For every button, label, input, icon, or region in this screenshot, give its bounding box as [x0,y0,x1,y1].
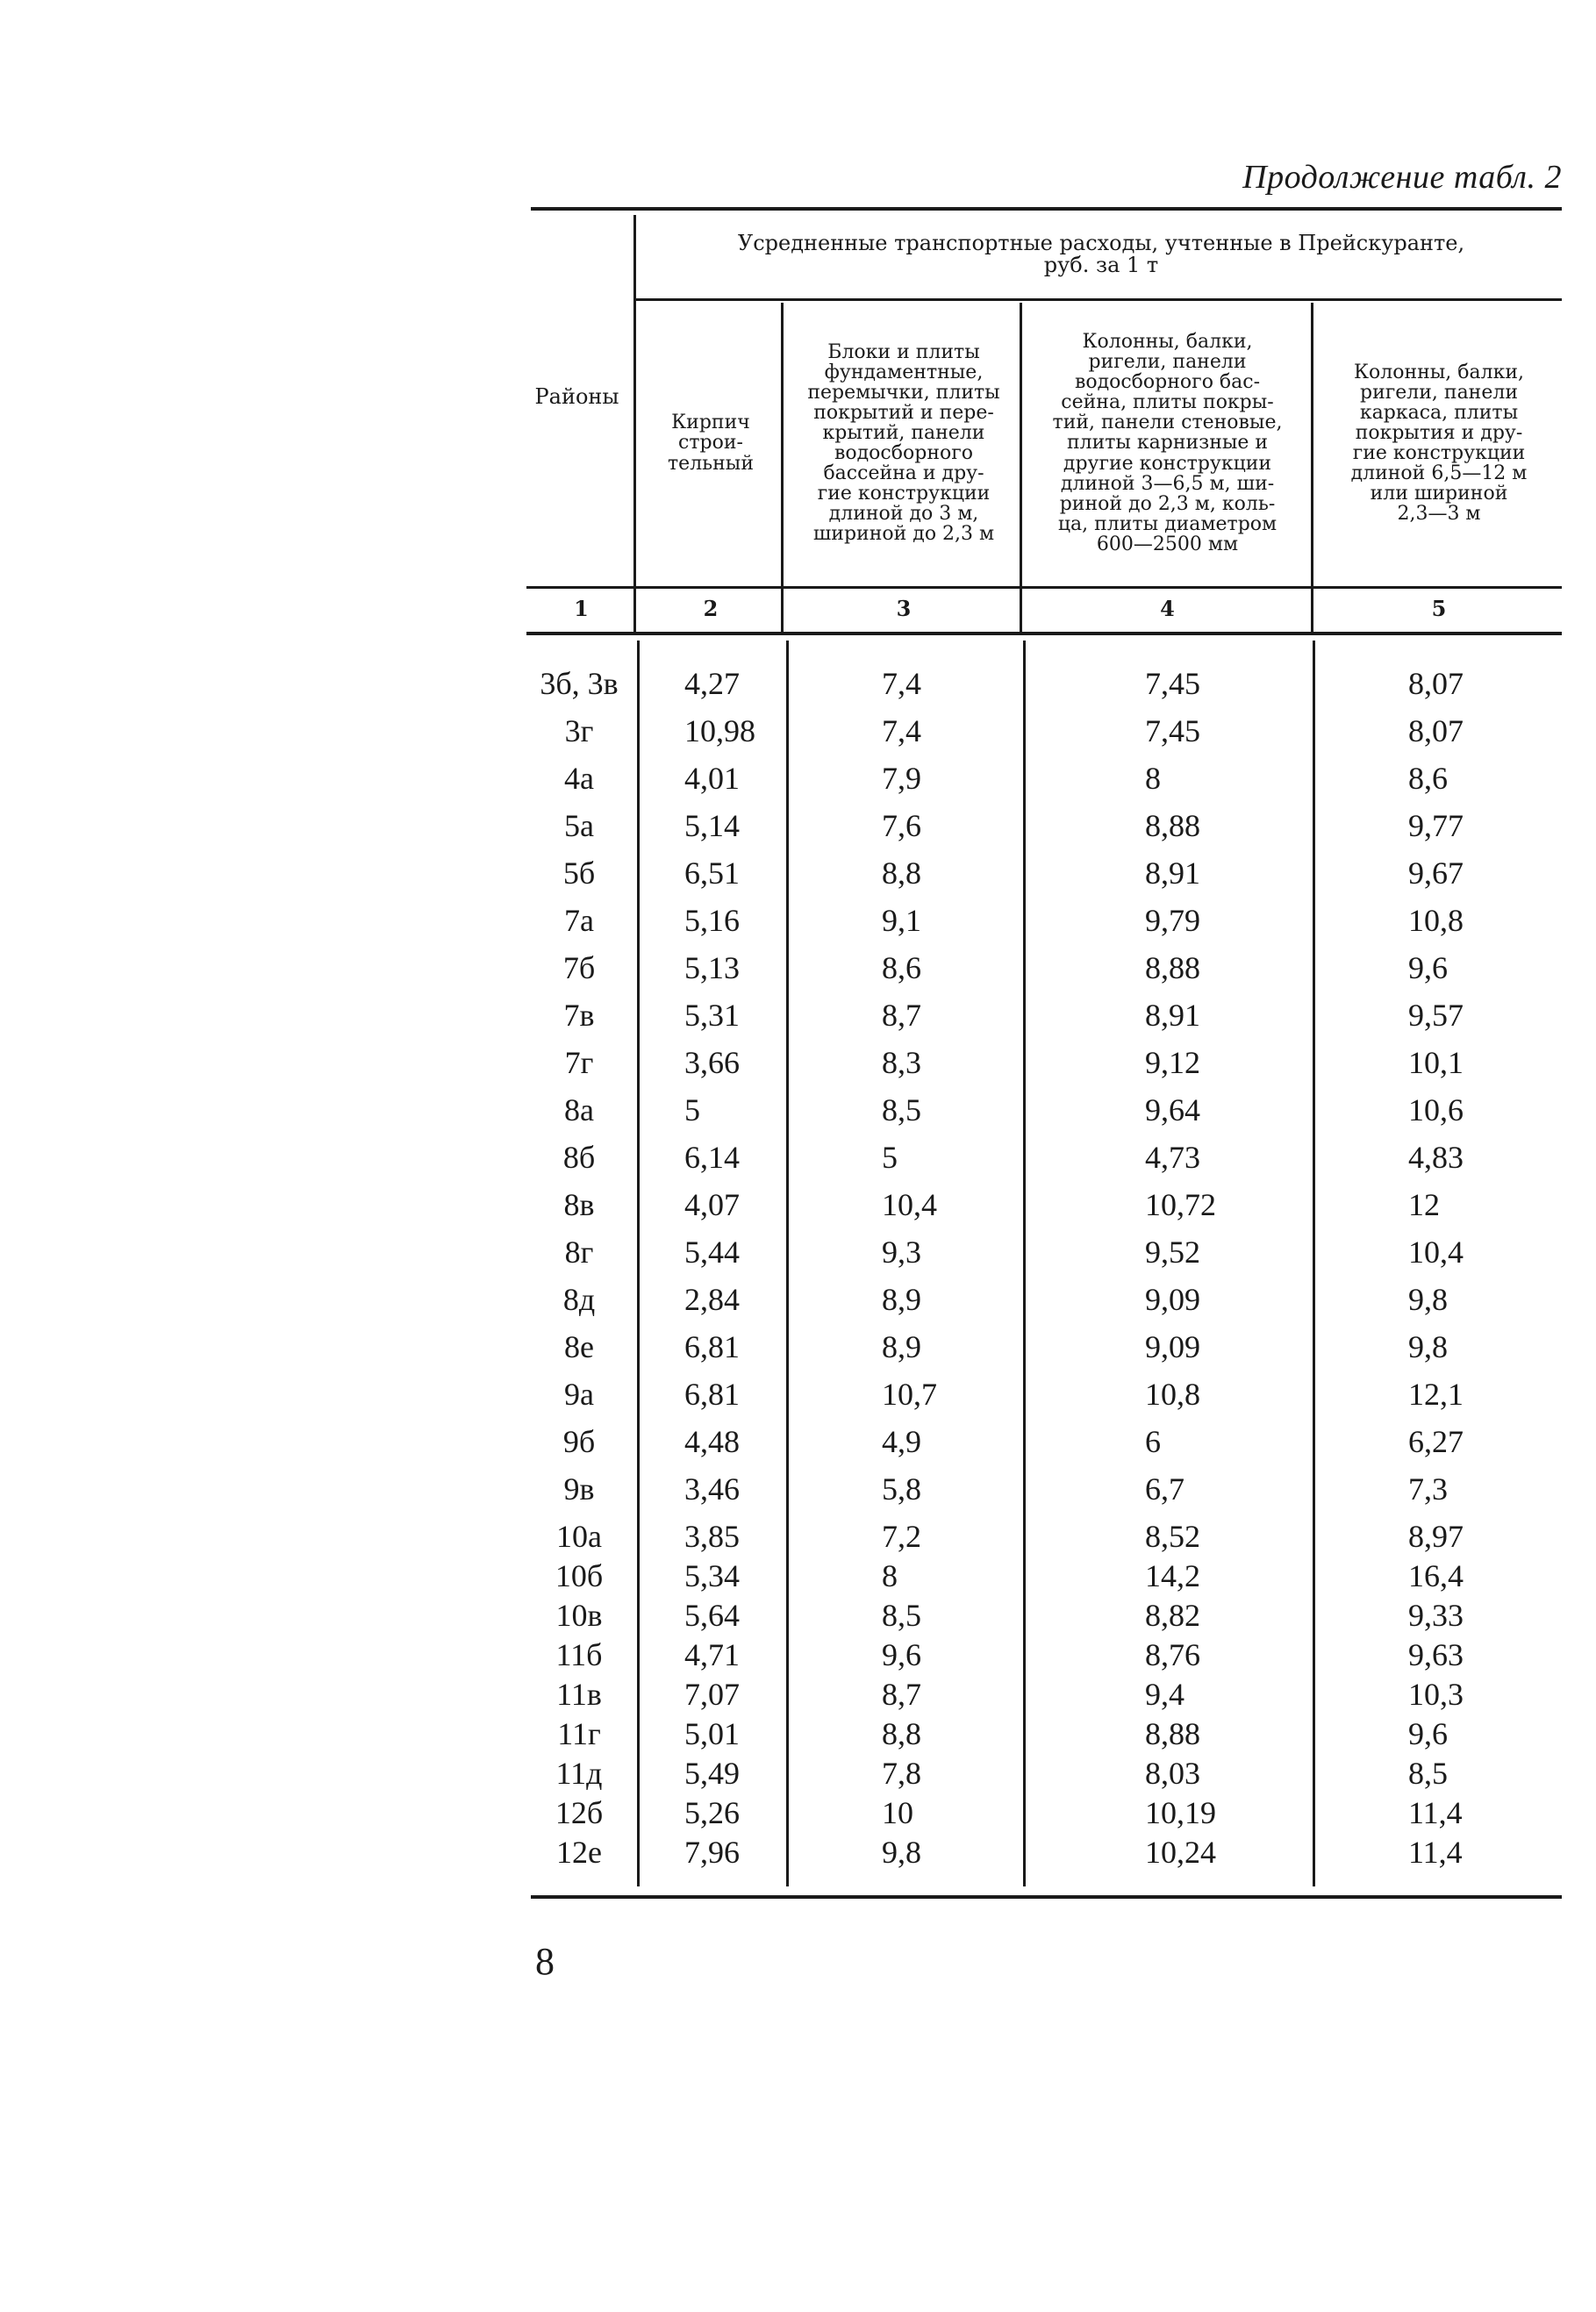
value-cell: 10,4 [882,1187,937,1222]
value-cell: 9,63 [1408,1637,1464,1672]
column-header-brick: Кирпич строи- тельный [668,412,754,475]
value-cell: 9,8 [1408,1282,1448,1317]
table-row [531,1829,1562,1876]
region-cell: 8д [562,1282,596,1317]
value-cell: 4,9 [882,1424,921,1459]
table-row [531,660,1562,707]
value-cell: 4,73 [1145,1140,1200,1175]
value-cell: 8,9 [882,1329,921,1364]
value-cell: 5,44 [684,1235,740,1270]
region-cell: 7б [562,950,596,985]
value-cell: 10,7 [882,1377,937,1412]
value-cell: 9,33 [1408,1598,1464,1633]
value-cell: 9,09 [1145,1282,1200,1317]
table-row [531,755,1562,802]
value-cell: 5,34 [684,1558,740,1593]
region-cell: 10а [556,1519,602,1554]
region-cell: 8г [564,1235,594,1270]
value-cell: 9,4 [1145,1677,1184,1712]
value-cell: 3,66 [684,1045,740,1080]
value-cell: 5,64 [684,1598,740,1633]
value-cell: 5,26 [684,1795,740,1830]
region-cell: 11в [556,1677,602,1712]
table-row [531,897,1562,944]
region-cell: 11г [557,1716,601,1751]
region-cell: 10б [555,1558,604,1593]
column-number-bottom-rule [526,632,1562,635]
value-cell: 8,6 [882,950,921,985]
value-cell: 10,1 [1408,1045,1464,1080]
column-number-4: 4 [1160,596,1175,622]
region-cell: 5а [564,808,594,843]
value-cell: 8,7 [882,1677,921,1712]
column-number-5: 5 [1431,596,1447,622]
vline-header-2 [781,303,784,632]
region-cell: 11д [555,1756,603,1791]
value-cell: 5,8 [882,1471,921,1507]
region-cell: 4а [564,761,594,796]
column-header-regions: Районы [534,383,619,409]
region-cell: 3б, 3в [540,666,619,701]
table-row [531,1323,1562,1371]
region-cell: 5б [562,855,596,891]
table-row [531,1276,1562,1323]
value-cell: 8,52 [1145,1519,1200,1554]
value-cell: 12 [1408,1187,1440,1222]
value-cell: 8,07 [1408,713,1464,748]
region-cell: 9а [564,1377,594,1412]
value-cell: 8,88 [1145,808,1200,843]
region-cell: 12е [556,1835,602,1870]
value-cell: 6 [1145,1424,1161,1459]
column-number-1: 1 [574,596,589,622]
table-row [531,1134,1562,1181]
value-cell: 8,8 [882,855,921,891]
value-cell: 10,72 [1145,1187,1216,1222]
region-cell: 7в [563,998,595,1033]
value-cell: 8,03 [1145,1756,1200,1791]
value-cell: 7,4 [882,713,921,748]
value-cell: 4,48 [684,1424,740,1459]
region-cell: 9в [563,1471,595,1507]
value-cell: 8,91 [1145,998,1200,1033]
value-cell: 5 [684,1092,700,1127]
value-cell: 5,16 [684,903,740,938]
value-cell: 3,46 [684,1471,740,1507]
value-cell: 10,4 [1408,1235,1464,1270]
value-cell: 14,2 [1145,1558,1200,1593]
table-row [531,1086,1562,1134]
value-cell: 6,81 [684,1329,740,1364]
value-cell: 6,51 [684,855,740,891]
value-cell: 4,71 [684,1637,740,1672]
value-cell: 7,07 [684,1677,740,1712]
column-group-header: Усредненные транспортные расходы, учтенные в Прейскуранте, руб. за 1 т [737,230,1465,277]
value-cell: 8,91 [1145,855,1200,891]
value-cell: 7,45 [1145,666,1200,701]
value-cell: 16,4 [1408,1558,1464,1593]
region-cell: 3г [564,713,594,748]
table-row [531,1371,1562,1418]
value-cell: 9,09 [1145,1329,1200,1364]
value-cell: 8 [1145,761,1161,796]
value-cell: 10,98 [684,713,755,748]
value-cell: 9,6 [1408,1716,1448,1751]
value-cell: 9,77 [1408,808,1464,843]
column-number-3: 3 [896,596,912,622]
value-cell: 7,3 [1408,1471,1448,1507]
value-cell: 8,5 [882,1598,921,1633]
value-cell: 7,8 [882,1756,921,1791]
value-cell: 10,6 [1408,1092,1464,1127]
value-cell: 8,9 [882,1282,921,1317]
value-cell: 8,07 [1408,666,1464,701]
vline-header-1 [633,215,636,632]
value-cell: 10,8 [1145,1377,1200,1412]
region-cell: 7г [564,1045,594,1080]
table-row [531,1039,1562,1086]
region-cell: 12б [555,1795,604,1830]
value-cell: 7,6 [882,808,921,843]
value-cell: 9,8 [882,1835,921,1870]
region-cell: 9б [562,1424,596,1459]
value-cell: 4,83 [1408,1140,1464,1175]
value-cell: 7,9 [882,761,921,796]
value-cell: 10,3 [1408,1677,1464,1712]
value-cell: 12,1 [1408,1377,1464,1412]
value-cell: 6,81 [684,1377,740,1412]
value-cell: 7,45 [1145,713,1200,748]
value-cell: 6,27 [1408,1424,1464,1459]
column-header-columns-long: Колонны, балки, ригели, панели каркаса, плиты покрытия и дру- гие конструкции длиной 6,5—12 м или шириной 2,3—3 м [1350,361,1528,526]
value-cell: 8,7 [882,998,921,1033]
value-cell: 5,49 [684,1756,740,1791]
page-number: 8 [535,1940,555,1983]
value-cell: 9,6 [882,1637,921,1672]
value-cell: 8,76 [1145,1637,1200,1672]
table-row [531,1228,1562,1276]
value-cell: 9,64 [1145,1092,1200,1127]
region-cell: 7а [564,903,594,938]
value-cell: 8,3 [882,1045,921,1080]
table-row [531,1181,1562,1228]
value-cell: 9,8 [1408,1329,1448,1364]
value-cell: 9,67 [1408,855,1464,891]
value-cell: 6,7 [1145,1471,1184,1507]
table-caption: Продолжение табл. 2 [1242,159,1562,196]
value-cell: 8,88 [1145,950,1200,985]
value-cell: 5,31 [684,998,740,1033]
value-cell: 2,84 [684,1282,740,1317]
table-bottom-rule [531,1895,1562,1899]
value-cell: 9,57 [1408,998,1464,1033]
value-cell: 4,01 [684,761,740,796]
column-header-columns-short: Колонны, балки, ригели, панели водосборного бас- сейна, плиты покры- тий, панели стеновые, плиты карнизные и другие конструкции длиной 3—6,5 м, ши- риной до 2,3 м, коль- ца, плиты диаметром 600—2500 мм [1052,330,1283,555]
region-cell: 8е [564,1329,594,1364]
value-cell: 7,2 [882,1519,921,1554]
value-cell: 3,85 [684,1519,740,1554]
value-cell: 8,8 [882,1716,921,1751]
value-cell: 11,4 [1408,1835,1463,1870]
table-row [531,991,1562,1039]
column-header-blocks: Блоки и плиты фундаментные, перемычки, плиты покрытий и пере- крытий, панели водосборного бассейна и дру- гие конструкции длиной до 3 м, шириной до 2,3 м [807,340,1000,546]
value-cell: 8,97 [1408,1519,1464,1554]
value-cell: 10,24 [1145,1835,1216,1870]
vline-header-4 [1311,303,1313,632]
value-cell: 10 [882,1795,913,1830]
value-cell: 9,52 [1145,1235,1200,1270]
value-cell: 8 [882,1558,898,1593]
value-cell: 10,8 [1408,903,1464,938]
column-number-2: 2 [703,596,719,622]
value-cell: 8,5 [1408,1756,1448,1791]
value-cell: 7,96 [684,1835,740,1870]
region-cell: 11б [555,1637,603,1672]
value-cell: 10,19 [1145,1795,1216,1830]
value-cell: 8,5 [882,1092,921,1127]
value-cell: 4,07 [684,1187,740,1222]
table-row [531,802,1562,849]
region-cell: 8а [564,1092,594,1127]
value-cell: 9,12 [1145,1045,1200,1080]
value-cell: 9,3 [882,1235,921,1270]
value-cell: 8,6 [1408,761,1448,796]
table-top-rule [531,207,1562,211]
value-cell: 5 [882,1140,898,1175]
value-cell: 7,4 [882,666,921,701]
table-row [531,1418,1562,1465]
value-cell: 5,13 [684,950,740,985]
value-cell: 11,4 [1408,1795,1463,1830]
vline-header-3 [1020,303,1022,632]
group-header-rule [636,298,1562,301]
value-cell: 5,14 [684,808,740,843]
value-cell: 6,14 [684,1140,740,1175]
table-row [531,944,1562,991]
table-row [531,1465,1562,1513]
value-cell: 9,79 [1145,903,1200,938]
value-cell: 5,01 [684,1716,740,1751]
column-number-top-rule [526,586,1562,589]
table-row [531,849,1562,897]
region-cell: 8б [562,1140,596,1175]
value-cell: 8,82 [1145,1598,1200,1633]
region-cell: 8в [563,1187,595,1222]
value-cell: 4,27 [684,666,740,701]
region-cell: 10в [555,1598,603,1633]
value-cell: 8,88 [1145,1716,1200,1751]
table-row [531,707,1562,755]
value-cell: 9,1 [882,903,921,938]
value-cell: 9,6 [1408,950,1448,985]
